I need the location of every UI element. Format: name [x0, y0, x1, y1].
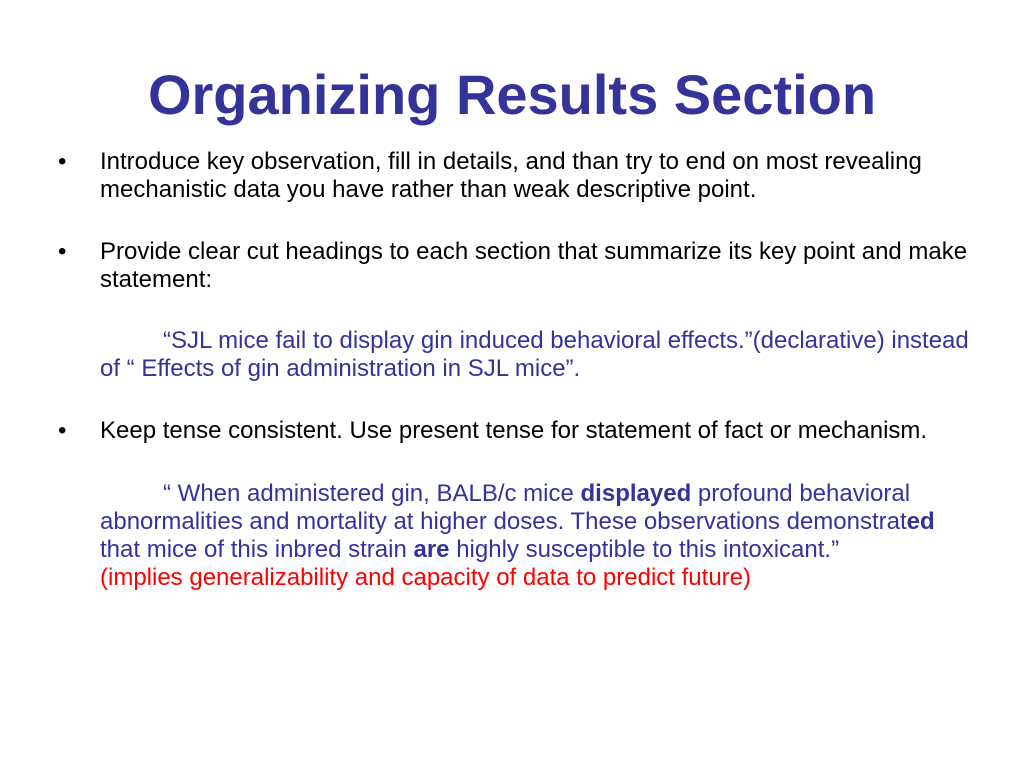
bullet-marker: •: [58, 417, 67, 444]
bullet-item: [58, 417, 978, 445]
quote-emphasis: ed: [906, 508, 935, 535]
quote-text-part: “ When administered gin, BALB/c mice: [163, 480, 581, 507]
slide-title: Organizing Results Section: [147, 63, 877, 126]
bullet-item: [58, 148, 978, 204]
example-quote-tense: [58, 480, 978, 564]
quote-text: “SJL mice fail to display gin induced behavioral effects.”(declarative) instead of “ Effects of gin administration in SJL mice”.: [100, 327, 969, 382]
quote-emphasis: displayed: [580, 480, 692, 507]
implication-note: (implies generalizability and capacity of data to predict future): [100, 564, 751, 591]
slide-body: [58, 148, 978, 592]
bullet-marker: •: [58, 148, 67, 175]
bullet-text: Introduce key observation, fill in details, and than try to end on most revealing mechanistic data you have rather than weak descriptive point.: [100, 148, 922, 203]
quote-emphasis: are: [413, 536, 450, 563]
quote-text-part: that mice of this inbred strain: [100, 536, 414, 563]
example-quote-declarative: [58, 327, 978, 383]
quote-text-part: highly susceptible to this intoxicant.”: [449, 536, 840, 563]
bullet-text: Provide clear cut headings to each section that summarize its key point and make statement:: [100, 238, 968, 293]
bullet-marker: •: [58, 238, 67, 265]
bullet-item: [58, 238, 978, 294]
bullet-text: Keep tense consistent. Use present tense for statement of fact or mechanism.: [100, 417, 928, 444]
quote-text-part: profound behavioral abnormalities and mortality at higher doses. These observations demonstrat: [100, 480, 911, 535]
